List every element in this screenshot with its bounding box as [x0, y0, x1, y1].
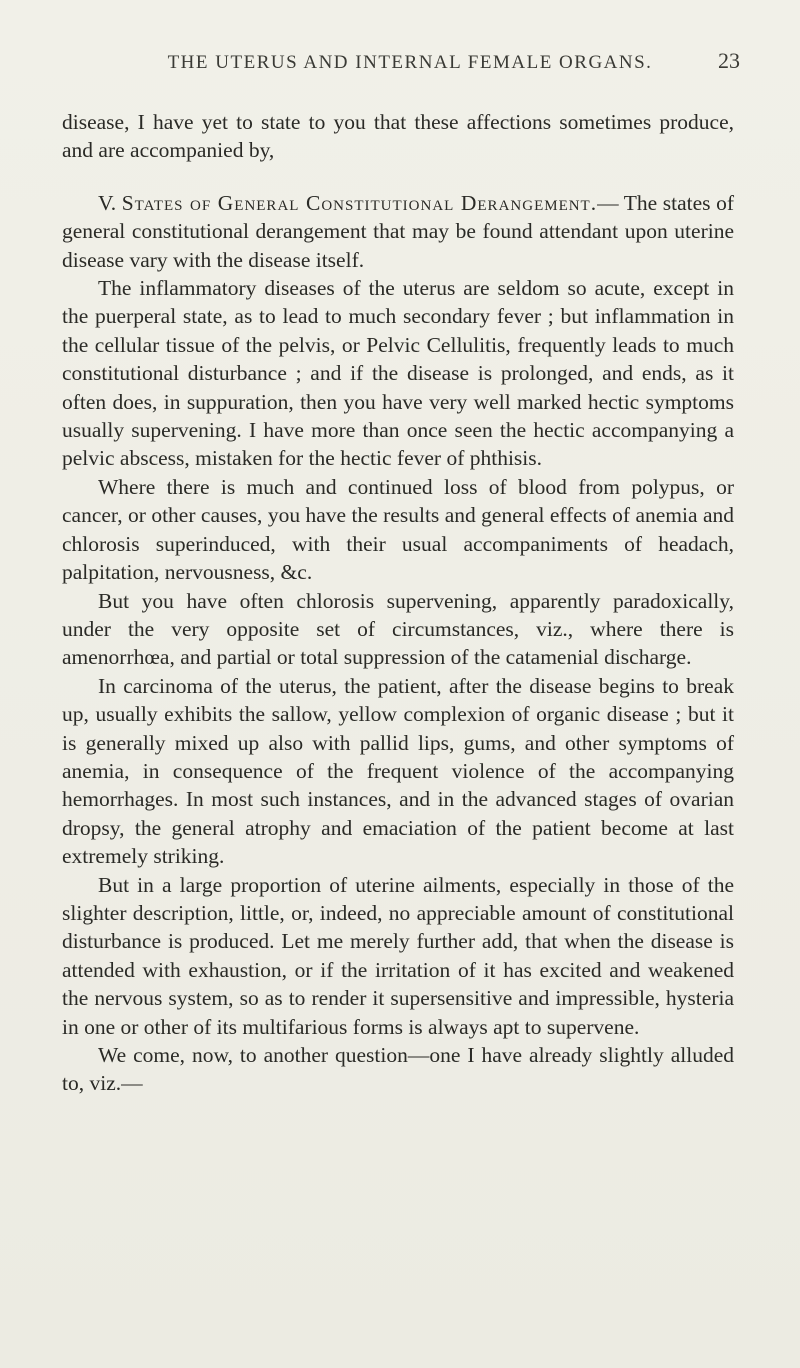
paragraph-continuation: disease, I have yet to state to you that these affections sometimes produce, and are accompanied by,: [62, 110, 734, 163]
paragraph: Where there is much and continued loss of blood from polypus, or cancer, or other causes, you have the results and general effects of anemia and chlorosis superinduced, with their usual accompaniments of headach, palpitation, nervousness, &c.: [62, 474, 734, 585]
paragraph: The inflammatory diseases of the uterus are seldom so acute, except in the puerperal state, as to lead to much secondary fever ; but inflammation in the cellular tissue of the pelvis, or Pelvic Cellulitis, frequently leads to much constitutional disturbance ; and if the disease is prolonged, and ends, as it often does, in suppuration, then you have very well marked hectic symptoms usually supervening. I have more than once seen the hectic accompanying a pelvic abscess, mistaken for the hectic fever of phthisis.: [62, 276, 734, 471]
section-heading-paragraph: [62, 189, 734, 274]
paragraph: In carcinoma of the uterus, the patient, after the disease begins to break up, usually exhibits the sallow, yellow complexion of organic disease ; but it is generally mixed up also with pallid lips, gums, and other symptoms of anemia, in consequence of the frequent violence of the accompanying hemorrhages. In most such instances, and in the advanced stages of ovarian dropsy, the general atrophy and emaciation of the patient become at last extremely striking.: [62, 673, 734, 869]
section-lead: — The states of general constitutional derangement that may be found attendant upon uterine disease vary with the disease itself.: [62, 190, 734, 272]
section-number: V.: [98, 190, 117, 215]
body-text: [62, 108, 734, 1098]
section-title: States of General Constitutional Derangement.: [121, 190, 598, 215]
page-number: 23: [718, 48, 740, 73]
paragraph: But in a large proportion of uterine ailments, especially in those of the slighter description, little, or, indeed, no appreciable amount of constitutional disturbance is produced. Let me merely further add, that when the disease is attended with exhaustion, or if the irritation of it has excited and weakened the nervous system, so as to render it supersensitive and impressible, hysteria in one or other of its multifarious forms is always apt to supervene.: [62, 872, 734, 1039]
running-title: THE UTERUS AND INTERNAL FEMALE ORGANS.: [167, 52, 653, 73]
paragraph: But you have often chlorosis supervening, apparently paradoxically, under the very opposite set of circumstances, viz., where there is amenorrhœa, and partial or total suppression of the catamenial discharge.: [62, 588, 734, 670]
paragraph: We come, now, to another question—one I have already slightly alluded to, viz.—: [62, 1043, 734, 1096]
